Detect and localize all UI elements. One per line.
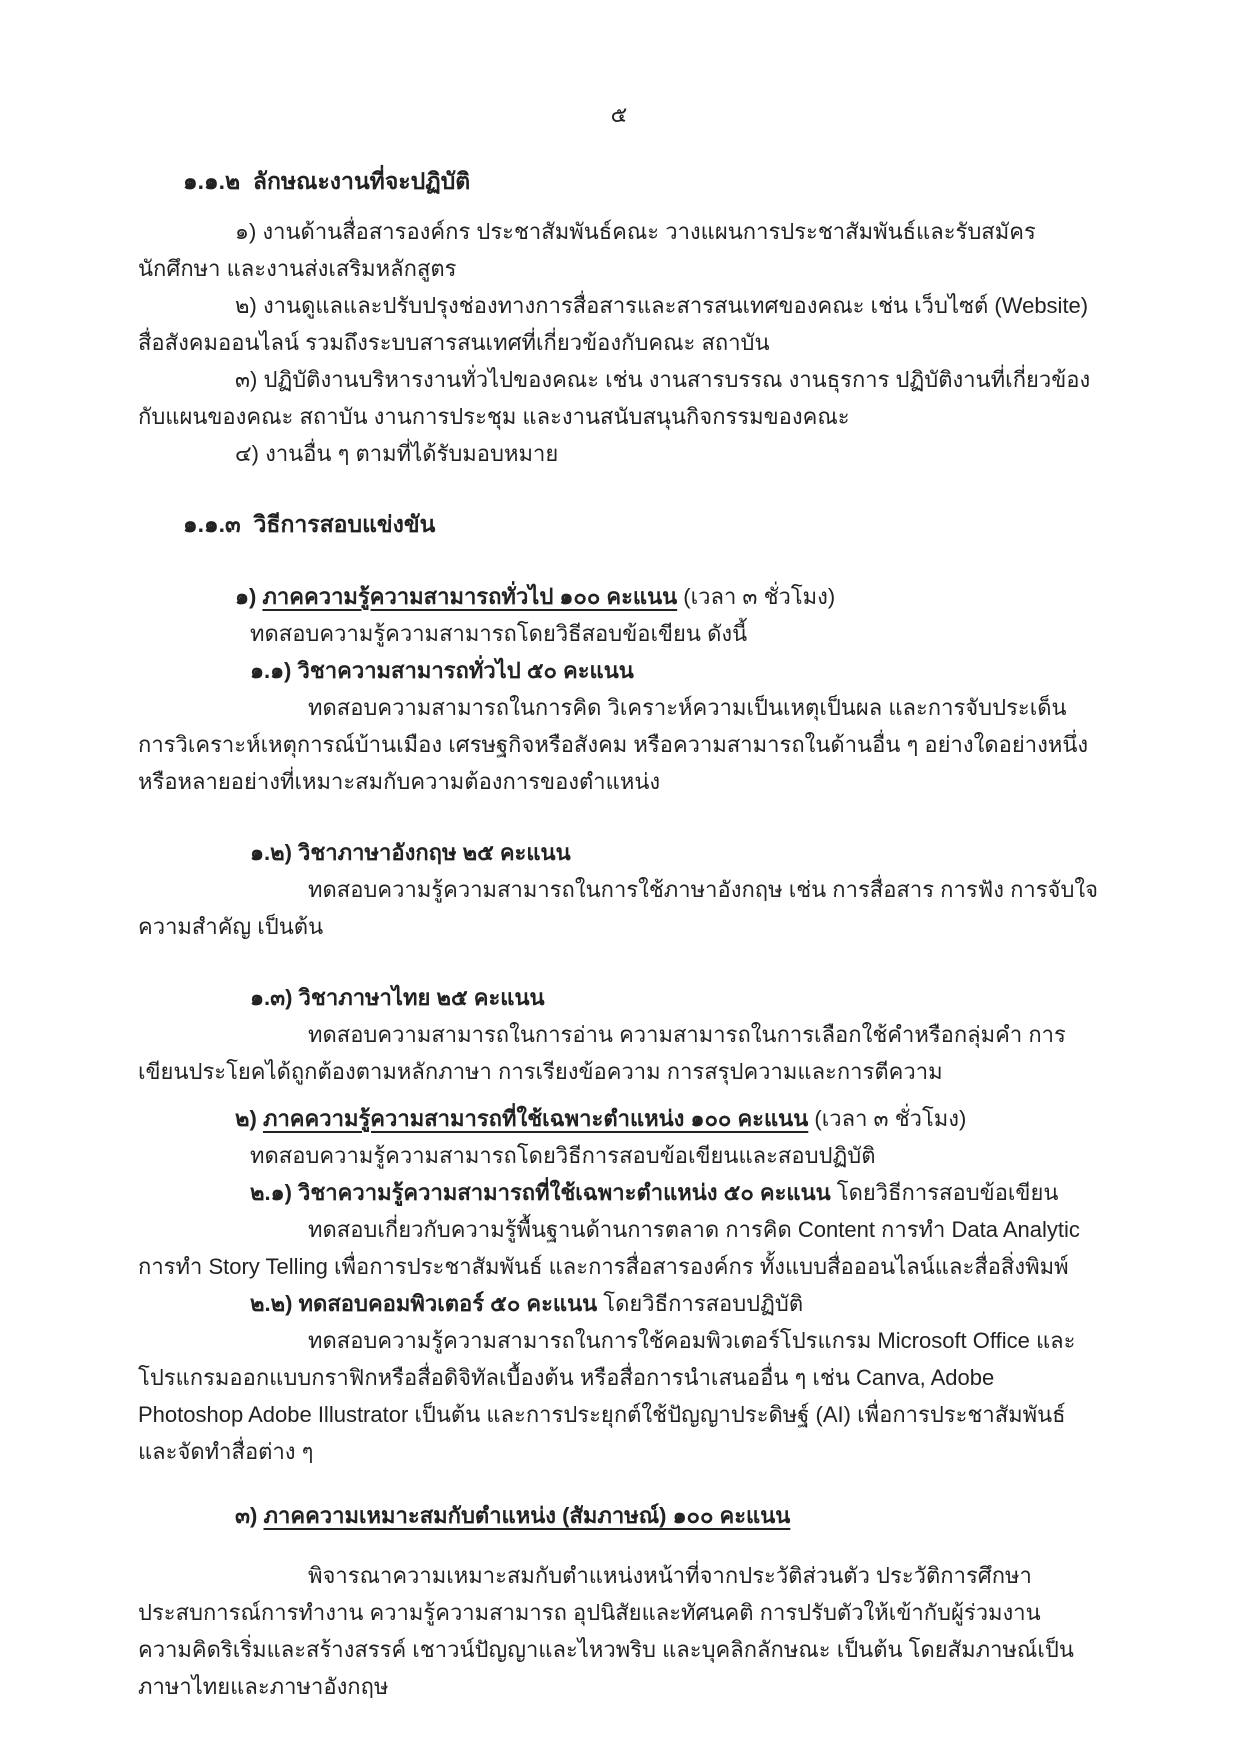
- part-number: ๒): [235, 1106, 257, 1131]
- section-number: ๑.๑.๓: [183, 511, 241, 537]
- exam-sub-body-2-1: ทดสอบเกี่ยวกับความรู้พื้นฐานด้านการตลาด การคิด Content การทำ Data Analytic การทำ Story Telling เพื่อการประชาสัมพันธ์ และการสื่อสารองค์กร ทั้งแบบสื่อออนไลน์และสื่อสิ่งพิมพ์: [138, 1217, 1080, 1279]
- sub-title-text: ๑.๑) วิชาความสามารถทั่วไป ๕๐ คะแนน: [250, 658, 634, 683]
- job-item-4: ๔) งานอื่น ๆ ตามที่ได้รับมอบหมาย: [235, 441, 559, 466]
- sub-title-text: ๒.๒) ทดสอบคอมพิวเตอร์ ๕๐ คะแนน: [250, 1291, 598, 1316]
- part-title-time: (เวลา ๓ ชั่วโมง): [814, 1106, 967, 1131]
- part-title-underlined: ภาคความรู้ความสามารถที่ใช้เฉพาะตำแหน่ง ๑๐๐ คะแนน: [262, 1106, 809, 1131]
- sub-title-method: โดยวิธีการสอบข้อเขียน: [836, 1180, 1059, 1205]
- exam-sub-title-2-2: [138, 1285, 1100, 1322]
- exam-sub-body-1-2: ทดสอบความรู้ความสามารถในการใช้ภาษาอังกฤษ เช่น การสื่อสาร การฟัง การจับใจความสำคัญ เป็นต้น: [138, 877, 1099, 939]
- sub-title-text: ๒.๑) วิชาความรู้ความสามารถที่ใช้เฉพาะตำแหน่ง ๕๐ คะแนน: [250, 1180, 831, 1205]
- section-heading-exam-method: [183, 506, 1100, 543]
- exam-part-1-intro: ทดสอบความรู้ความสามารถโดยวิธีสอบข้อเขียน ดังนี้: [250, 621, 748, 646]
- section-title: ลักษณะงานที่จะปฏิบัติ: [252, 168, 471, 194]
- exam-part-2-intro: ทดสอบความรู้ความสามารถโดยวิธีการสอบข้อเขียนและสอบปฏิบัติ: [250, 1143, 876, 1168]
- section-heading-job-description: [183, 163, 1100, 200]
- exam-sub-title-1-2: [138, 834, 1100, 871]
- exam-part-1-title: [138, 578, 1100, 615]
- sub-title-text: ๑.๒) วิชาภาษาอังกฤษ ๒๕ คะแนน: [250, 840, 571, 865]
- part-title-time: (เวลา ๓ ชั่วโมง): [683, 584, 836, 609]
- section-title: วิธีการสอบแข่งขัน: [253, 511, 436, 537]
- job-item-1: ๑) งานด้านสื่อสารองค์กร ประชาสัมพันธ์คณะ วางแผนการประชาสัมพันธ์และรับสมัครนักศึกษา และงานส่งเสริมหลักสูตร: [138, 219, 1036, 281]
- sub-title-method: โดยวิธีการสอบปฏิบัติ: [603, 1291, 804, 1316]
- exam-sub-title-1-1: [138, 652, 1100, 689]
- exam-sub-title-2-1: [138, 1174, 1100, 1211]
- page-number: ๕: [610, 102, 628, 127]
- exam-part-3-title: [138, 1497, 1100, 1534]
- exam-part-3-body: พิจารณาความเหมาะสมกับตำแหน่งหน้าที่จากประวัติส่วนตัว ประวัติการศึกษา ประสบการณ์การทำงาน ความรู้ความสามารถ อุปนิสัยและทัศนคติ การปรับตัวให้เข้ากับผู้ร่วมงาน ความคิดริเริ่มและสร้างสรรค์ เชาวน์ปัญญาและไหวพริบ และบุคลิกลักษณะ เป็นต้น โดยสัมภาษณ์เป็นภาษาไทยและภาษาอังกฤษ: [138, 1563, 1074, 1699]
- job-item-3: ๓) ปฏิบัติงานบริหารงานทั่วไปของคณะ เช่น งานสารบรรณ งานธุรการ ปฏิบัติงานที่เกี่ยวข้อง กับแผนของคณะ สถาบัน งานการประชุม และงานสนับสนุนกิจกรรมของคณะ: [138, 367, 1091, 429]
- sub-title-text: ๑.๓) วิชาภาษาไทย ๒๕ คะแนน: [250, 985, 545, 1010]
- exam-sub-body-1-3: ทดสอบความสามารถในการอ่าน ความสามารถในการเลือกใช้คำหรือกลุ่มคำ การเขียนประโยคได้ถูกต้องตามหลักภาษา การเรียงข้อความ การสรุปความและการตีความ: [138, 1022, 1066, 1084]
- part-title-underlined: ภาคความรู้ความสามารถทั่วไป ๑๐๐ คะแนน: [262, 584, 678, 609]
- exam-part-2-title: [138, 1100, 1100, 1137]
- exam-sub-body-2-2: ทดสอบความรู้ความสามารถในการใช้คอมพิวเตอร์โปรแกรม Microsoft Office และโปรแกรมออกแบบกราฟิกหรือสื่อดิจิทัลเบื้องต้น หรือสื่อการนำเสนออื่น ๆ เช่น Canva, Adobe Photoshop Adobe Illustrator เป็นต้น และการประยุกต์ใช้ปัญญาประดิษฐ์ (AI) เพื่อการประชาสัมพันธ์และจัดทำสื่อต่าง ๆ: [138, 1328, 1076, 1464]
- part-title-underlined: ภาคความเหมาะสมกับตำแหน่ง (สัมภาษณ์) ๑๐๐ คะแนน: [263, 1503, 791, 1528]
- part-number: ๑): [235, 584, 257, 609]
- exam-sub-body-1-1: ทดสอบความสามารถในการคิด วิเคราะห์ความเป็นเหตุเป็นผล และการจับประเด็น การวิเคราะห์เหตุการณ์บ้านเมือง เศรษฐกิจหรือสังคม หรือความสามารถในด้านอื่น ๆ อย่างใดอย่างหนึ่ง หรือหลายอย่างที่เหมาะสมกับความต้องการของตำแหน่ง: [138, 695, 1089, 794]
- part-number: ๓): [235, 1503, 258, 1528]
- exam-sub-title-1-3: [138, 979, 1100, 1016]
- job-item-2: ๒) งานดูแลและปรับปรุงช่องทางการสื่อสารและสารสนเทศของคณะ เช่น เว็บไซต์ (Website) สื่อสังคมออนไลน์ รวมถึงระบบสารสนเทศที่เกี่ยวข้องกับคณะ สถาบัน: [138, 293, 1089, 355]
- section-number: ๑.๑.๒: [183, 168, 241, 194]
